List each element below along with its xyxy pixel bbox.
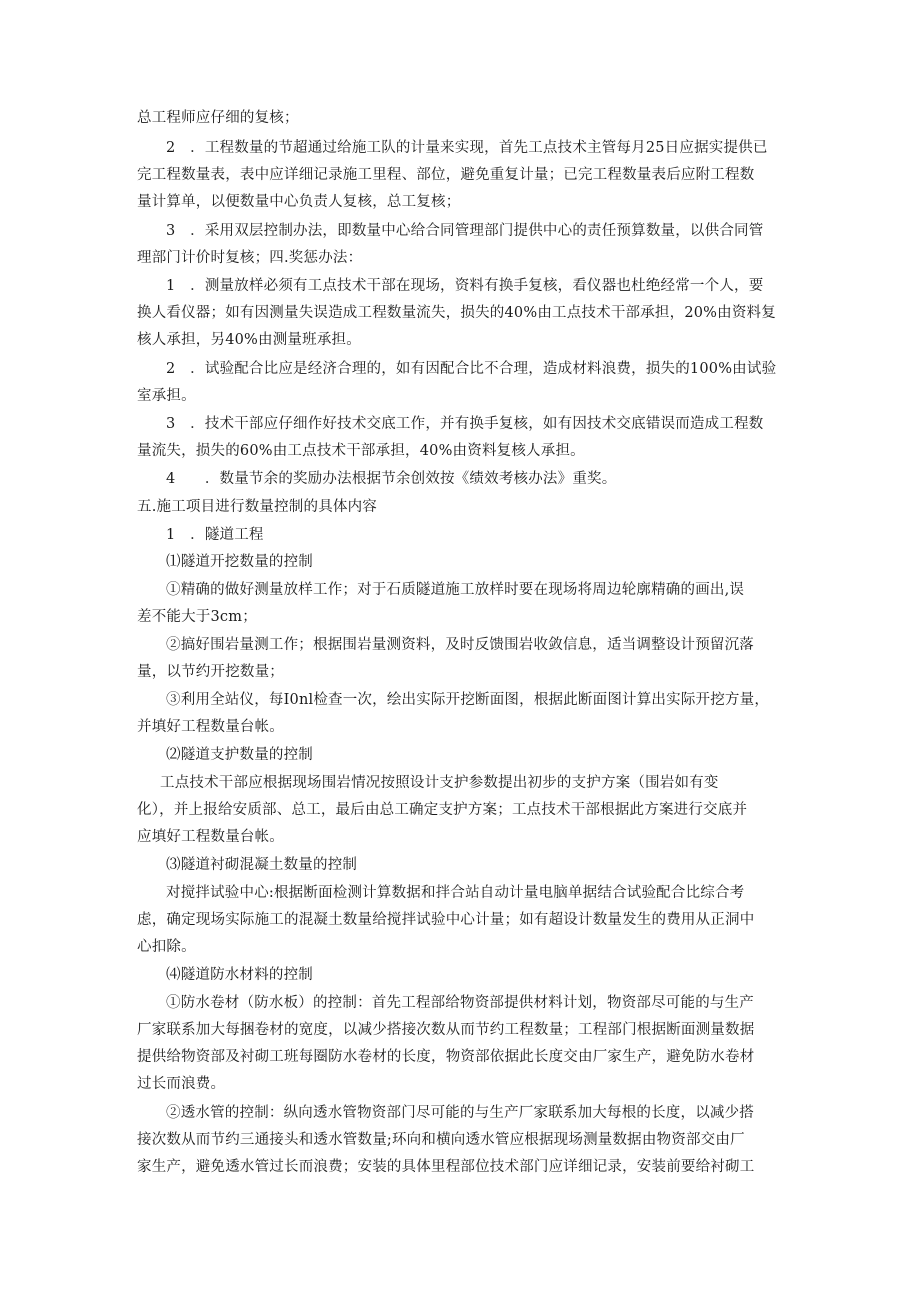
text-line: 理部门计价时复核；四.奖惩办法： xyxy=(137,250,363,266)
text-line: 提供给物资部及衬砌工班每圈防水卷材的长度，物资部依据此长度交由厂家生产，避免防水卷材 xyxy=(137,1049,755,1065)
text-line: 过长而浪费。 xyxy=(137,1076,226,1092)
subsection-heading: ⑵隧道支护数量的控制 xyxy=(166,747,313,763)
text-line: 3 ．技术干部应仔细作好技术交底工作，并有换手复核，如有因技术交底错误而造成工程数 xyxy=(166,416,764,432)
text-line: ②搞好围岩量测工作；根据围岩量测资料，及时反馈围岩收敛信息，适当调整设计预留沉落 xyxy=(166,637,754,653)
text-line: 应填好工程数量台帐。 xyxy=(137,829,284,845)
text-line: ①防水卷材（防水板）的控制：首先工程部给物资部提供材料计划，物资部尽可能的与生产 xyxy=(166,995,754,1011)
section-heading: 五.施工项目进行数量控制的具体内容 xyxy=(137,499,378,515)
text-line: 完工程数量表，表中应详细记录施工里程、部位，避免重复计量；已完工程数量表后应附工程数 xyxy=(137,167,755,183)
text-line: 工点技术干部应根据现场围岩情况按照设计支护参数提出初步的支护方案（围岩如有变 xyxy=(160,775,719,791)
text-line: 室承担。 xyxy=(137,388,196,404)
subsection-heading: 1 ．隧道工程 xyxy=(166,527,264,543)
text-line: 接次数从而节约三通接头和透水管数量;环向和横向透水管应根据现场测量数据由物资部交由厂 xyxy=(137,1132,745,1148)
text-line: 1 ．测量放样必须有工点技术干部在现场，资料有换手复核，看仪器也杜绝经常一个人，要 xyxy=(166,278,764,294)
subsection-heading: ⑶隧道衬砌混凝土数量的控制 xyxy=(166,857,358,873)
text-line: ①精确的做好测量放样工作；对于石质隧道施工放样时要在现场将周边轮廓精确的画出,误 xyxy=(166,582,745,598)
text-line: 对搅拌试验中心:根据断面检测计算数据和拌合站自动计量电脑单据结合试验配合比综合考 xyxy=(166,885,745,901)
text-line: 厂家联系加大每捆卷材的宽度，以减少搭接次数从而节约工程数量；工程部门根据断面测量数据 xyxy=(137,1022,755,1038)
text-line: 核人承担，另40%由测量班承担。 xyxy=(137,332,361,348)
text-line: 差不能大于3cm； xyxy=(137,609,257,625)
text-line: 家生产，避免透水管过长而浪费；安装的具体里程部位技术部门应详细记录，安装前要给衬砌工 xyxy=(137,1159,755,1175)
text-line: 化），并上报给安质部、总工，最后由总工确定支护方案；工点技术干部根据此方案进行交底并 xyxy=(137,802,748,818)
subsection-heading: ⑴隧道开挖数量的控制 xyxy=(166,554,313,570)
text-line: ③利用全站仪，每I0nl检查一次，绘出实际开挖断面图，根据此断面图计算出实际开挖方量， xyxy=(166,692,770,708)
text-line: 虑，确定现场实际施工的混凝土数量给搅拌试验中心计量；如有超设计数量发生的费用从正洞中 xyxy=(137,912,755,928)
text-line: 2 ．工程数量的节超通过给施工队的计量来实现，首先工点技术主管每月25日应据实提供已 xyxy=(166,140,768,156)
text-line: 量流失，损失的60%由工点技术干部承担，40%由资料复核人承担。 xyxy=(137,443,585,459)
text-line: 2 ．试验配合比应是经济合理的，如有因配合比不合理，造成材料浪费，损失的100%由试验 xyxy=(166,361,777,377)
subsection-heading: ⑷隧道防水材料的控制 xyxy=(166,967,313,983)
text-line: 量，以节约开挖数量； xyxy=(137,664,284,680)
text-line: ②透水管的控制：纵向透水管物资部门尽可能的与生产厂家联系加大每根的长度，以减少搭 xyxy=(166,1105,754,1121)
text-line: 总工程师应仔细的复核； xyxy=(137,110,299,126)
text-line: 并填好工程数量台帐。 xyxy=(137,719,284,735)
text-line: 4 ．数量节余的奖励办法根据节余创效按《绩效考核办法》重奖。 xyxy=(166,471,617,487)
text-line: 3 ．采用双层控制办法，即数量中心给合同管理部门提供中心的责任预算数量，以供合同管 xyxy=(166,223,764,239)
text-line: 心扣除。 xyxy=(137,939,196,955)
text-line: 量计算单，以便数量中心负责人复核，总工复核； xyxy=(137,194,461,210)
text-line: 换人看仪器；如有因测量失误造成工程数量流失，损失的40%由工点技术干部承担，20%由资料复 xyxy=(137,305,776,321)
